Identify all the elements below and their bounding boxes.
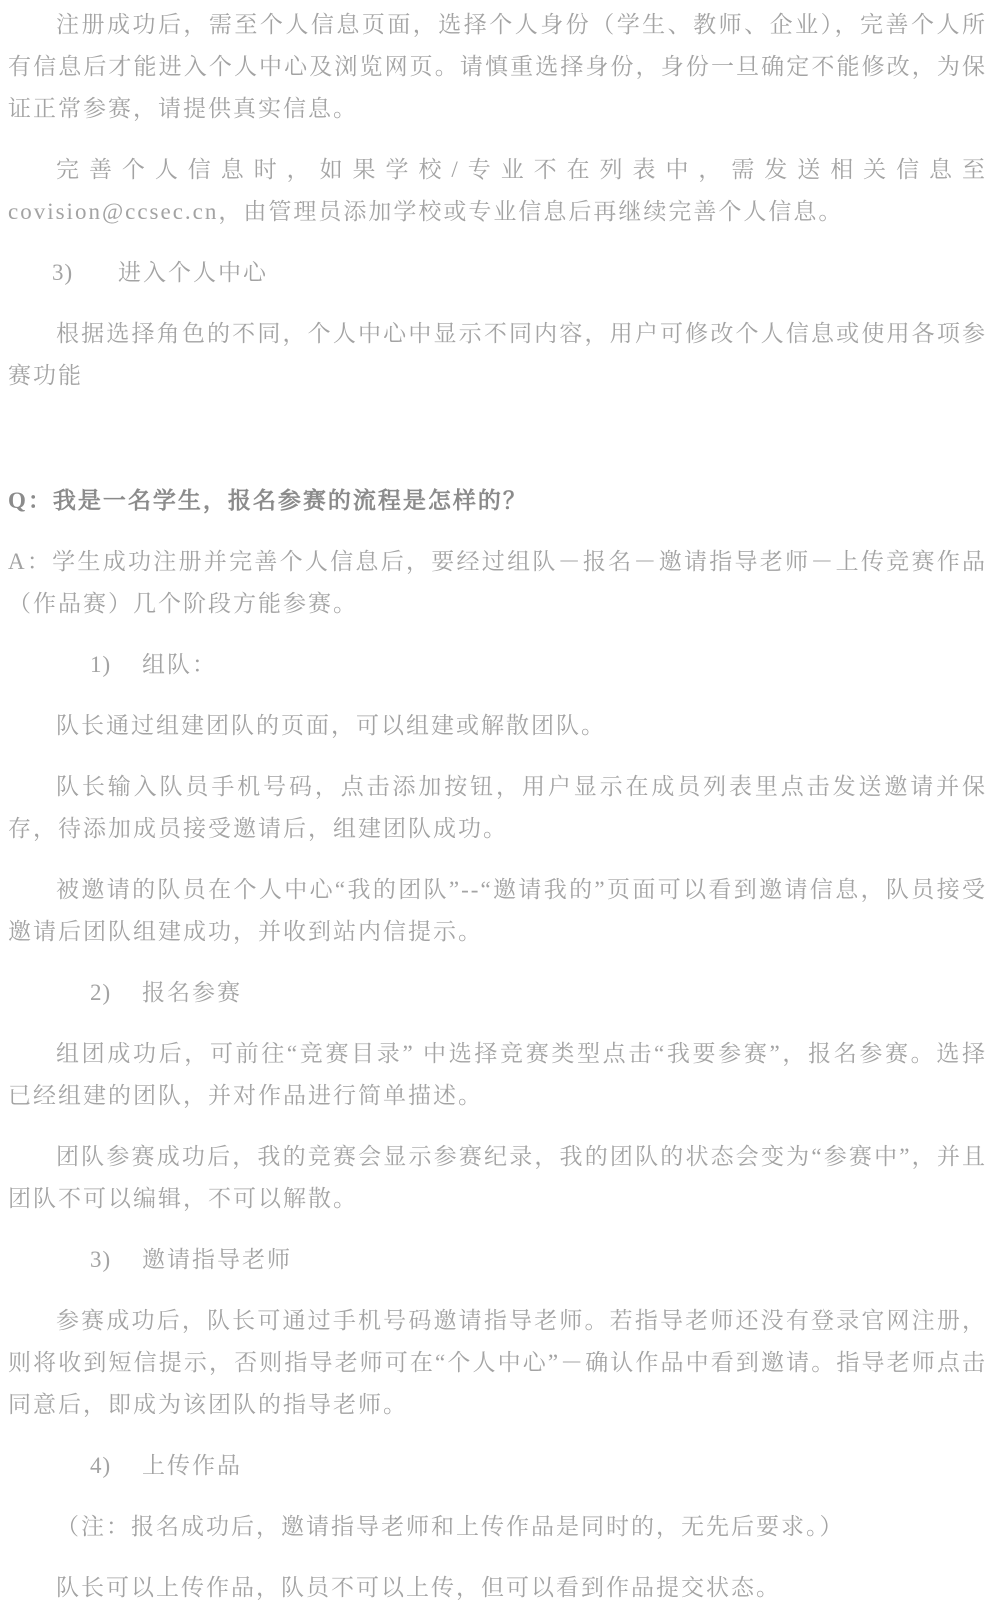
- question-line: Q：我是一名学生，报名参赛的流程是怎样的？: [8, 488, 528, 513]
- list-item-sign-up: [8, 972, 987, 1014]
- list-item-label: 进入个人中心: [118, 260, 268, 285]
- blank-line: [8, 416, 987, 461]
- list-item-label: 上传作品: [142, 1453, 242, 1478]
- list-item-upload-work: [8, 1445, 987, 1487]
- paragraph-team-status: 团队参赛成功后，我的竞赛会显示参赛纪录，我的团队的状态会变为“参赛中”，并且团队不可以编辑，不可以解散。: [8, 1144, 987, 1211]
- paragraph-advisor-invitation: 参赛成功后，队长可通过手机号码邀请指导老师。若指导老师还没有登录官网注册，则将收到短信提示，否则指导老师可在“个人中心”－确认作品中看到邀请。指导老师点击同意后，即成为该团队的指导老师。: [8, 1308, 987, 1417]
- list-number: 2): [90, 980, 112, 1005]
- paragraph-note-no-order: （注：报名成功后，邀请指导老师和上传作品是同时的，无先后要求。）: [56, 1514, 845, 1539]
- paragraph-school-not-listed: 完善个人信息时，如果学校/专业不在列表中，需发送相关信息至covision@ccsec.cn，由管理员添加学校或专业信息后再继续完善个人信息。: [8, 157, 987, 224]
- list-number: 3): [52, 260, 74, 285]
- list-item-invite-advisor: [8, 1239, 987, 1281]
- paragraph-competition-catalog: 组团成功后，可前往“竞赛目录” 中选择竞赛类型点击“我要参赛”，报名参赛。选择已经组建的团队，并对作品进行简单描述。: [8, 1041, 987, 1108]
- list-item-label: 报名参赛: [142, 980, 242, 1005]
- list-number: 1): [90, 652, 112, 677]
- list-item-enter-personal-center: [8, 252, 987, 294]
- paragraph-registration-info: 注册成功后，需至个人信息页面，选择个人身份（学生、教师、企业），完善个人所有信息后才能进入个人中心及浏览网页。请慎重选择身份，身份一旦确定不能修改，为保证正常参赛，请提供真实信息。: [8, 12, 987, 121]
- paragraph-role-based-content: 根据选择角色的不同，个人中心中显示不同内容，用户可修改个人信息或使用各项参赛功能: [8, 321, 987, 388]
- paragraph-captain-upload: 队长可以上传作品，队员不可以上传，但可以看到作品提交状态。: [56, 1575, 781, 1600]
- paragraph-add-members: 队长输入队员手机号码，点击添加按钮，用户显示在成员列表里点击发送邀请并保存，待添加成员接受邀请后，组建团队成功。: [8, 774, 987, 841]
- paragraph-invited-members: 被邀请的队员在个人中心“我的团队”--“邀请我的”页面可以看到邀请信息，队员接受邀请后团队组建成功，并收到站内信提示。: [8, 877, 987, 944]
- list-item-label: 组队：: [142, 652, 217, 677]
- list-number: 3): [90, 1247, 112, 1272]
- paragraph-team-create-disband: 队长通过组建团队的页面，可以组建或解散团队。: [56, 713, 606, 738]
- answer-line: A：学生成功注册并完善个人信息后，要经过组队－报名－邀请指导老师－上传竞赛作品（作品赛）几个阶段方能参赛。: [8, 549, 987, 616]
- list-item-label: 邀请指导老师: [142, 1247, 292, 1272]
- list-item-form-team: [8, 644, 987, 686]
- list-number: 4): [90, 1453, 112, 1478]
